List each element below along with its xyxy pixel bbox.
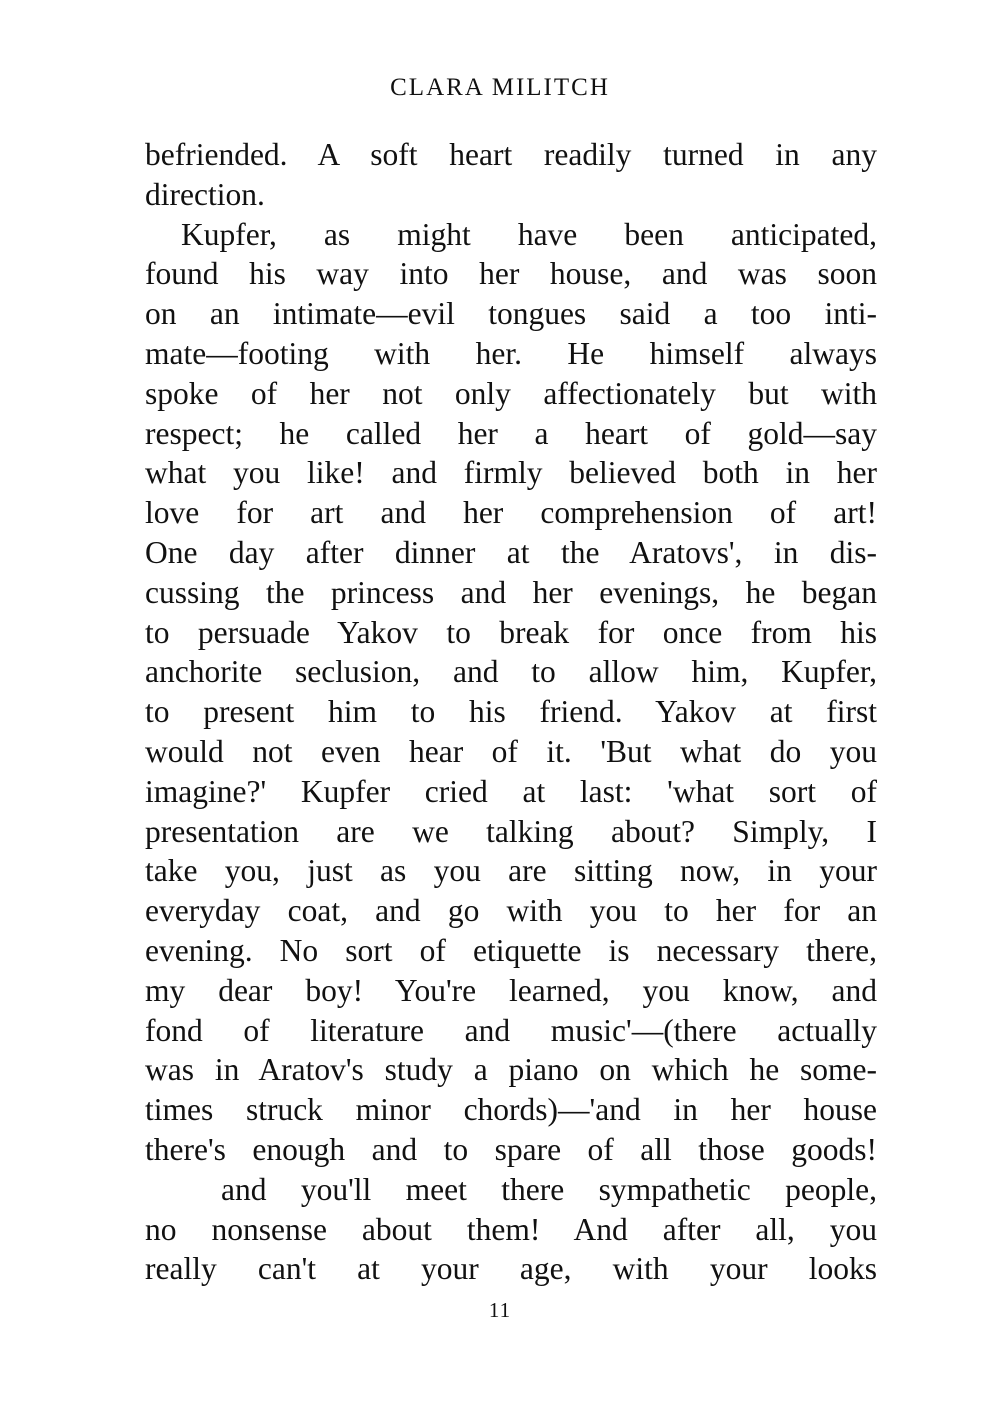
text-line: mate—footing with her. He himself always xyxy=(145,335,877,371)
text-line: on an intimate—evil tongues said a too inti- xyxy=(145,296,877,332)
text-line: my dear boy! You're learned, you know, and xyxy=(145,972,877,1008)
running-head: CLARA MILITCH xyxy=(390,74,610,101)
text-line: to present him to his friend. Yakov at first xyxy=(145,694,877,730)
text-line: anchorite seclusion, and to allow him, Kupfer, xyxy=(145,654,877,690)
text-line: fond of literature and music'—(there actually xyxy=(145,1012,877,1048)
text-line: befriended. A soft heart readily turned in any xyxy=(145,137,877,172)
text-line: there's enough and to spare of all those goods! xyxy=(145,1131,877,1167)
text-line: would not even hear of it. 'But what do you xyxy=(145,733,877,769)
text-line: really can't at your age, with your looks xyxy=(145,1251,877,1287)
body-text xyxy=(145,135,877,1289)
text-line: found his way into her house, and was soon xyxy=(145,256,877,292)
text-line: what you like! and firmly believed both in her xyxy=(145,455,877,491)
text-line: spoke of her not only affectionately but with xyxy=(145,375,877,411)
text-line: direction. xyxy=(145,176,265,212)
text-line: to persuade Yakov to break for once from his xyxy=(145,614,877,650)
text-line: cussing the princess and her evenings, he began xyxy=(145,574,877,610)
text-line: times struck minor chords)—'and in her house xyxy=(145,1092,877,1128)
text-line: was in Aratov's study a piano on which he some- xyxy=(145,1052,877,1088)
text-line: everyday coat, and go with you to her for an xyxy=(145,893,877,929)
text-line: take you, just as you are sitting now, in your xyxy=(145,853,877,889)
text-line: love for art and her comprehension of art! xyxy=(145,495,877,531)
text-line: One day after dinner at the Aratovs', in dis- xyxy=(145,534,877,570)
text-line: imagine?' Kupfer cried at last: 'what sort of xyxy=(145,773,877,809)
text-line: no nonsense about them! And after all, you xyxy=(145,1211,877,1247)
page-number: 11 xyxy=(488,1298,512,1322)
text-line: respect; he called her a heart of gold—say xyxy=(145,415,877,451)
text-line: presentation are we talking about? Simply, I xyxy=(145,813,877,849)
text-line: Kupfer, as might have been anticipated, xyxy=(181,216,877,252)
text-line: evening. No sort of etiquette is necessary there, xyxy=(145,932,877,968)
text-line: and you'll meet there sympathetic people, xyxy=(221,1171,877,1207)
